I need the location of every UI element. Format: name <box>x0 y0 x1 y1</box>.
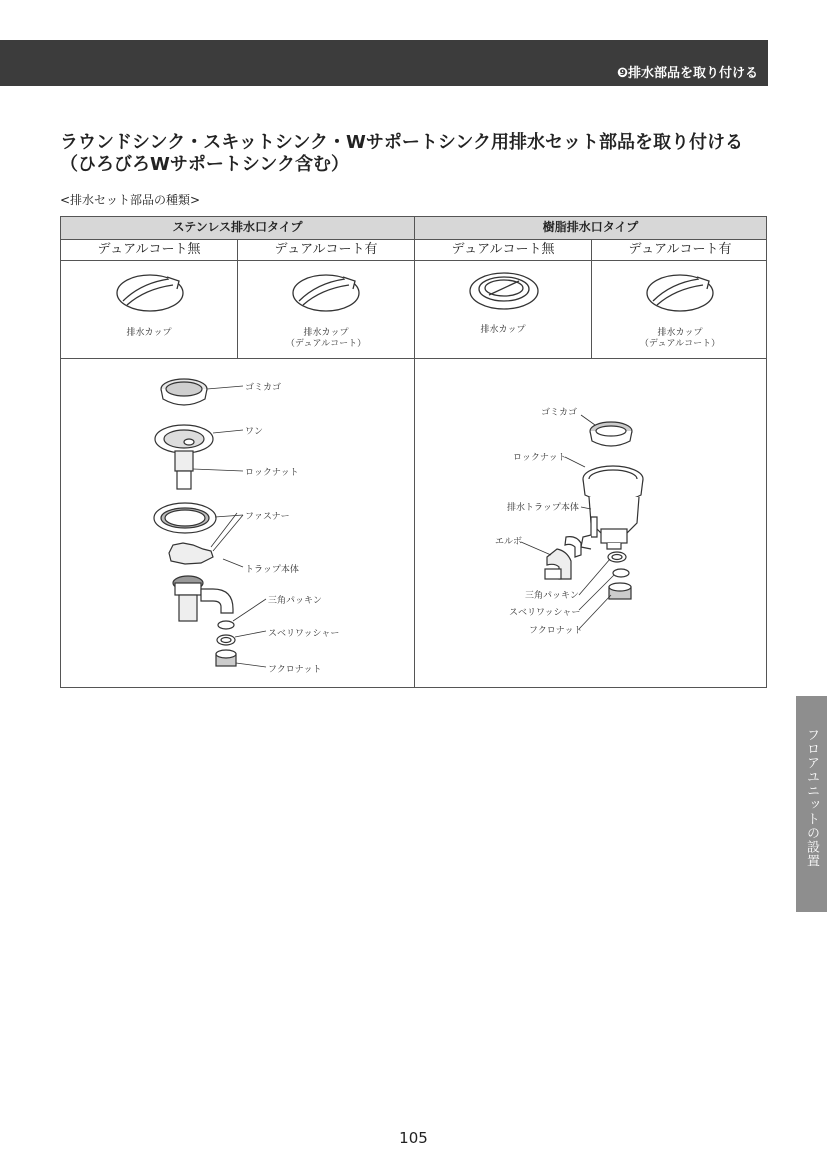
col-header-3: デュアルコート無 <box>451 242 555 257</box>
part-label: フクロナット <box>268 665 322 675</box>
parts-table <box>60 216 767 688</box>
part-label: ワン <box>245 427 264 437</box>
cup-caption-3: 排水カップ <box>480 325 526 335</box>
header-title: ❾排水部品を取り付ける <box>616 66 758 81</box>
header-bar <box>0 40 768 86</box>
side-tab-label: フロアユニットの設置 <box>804 728 819 868</box>
part-label: スベリワッシャー <box>509 608 581 618</box>
part-label: ロックナット <box>513 453 567 463</box>
part-label: エルボ <box>495 537 523 547</box>
part-label: ゴミカゴ <box>541 408 578 418</box>
section-subtitle: <排水セット部品の種類> <box>60 193 201 207</box>
part-label: ゴミカゴ <box>245 383 282 393</box>
cup-caption-4: 排水カップ （デュアルコート） <box>639 328 721 349</box>
page-number: 105 <box>399 1129 428 1147</box>
page-title-line1: ラウンドシンク・スキットシンク・Wサポートシンク用排水セット部品を取り付ける <box>60 132 744 153</box>
col-header-2: デュアルコート有 <box>274 242 378 257</box>
part-label: スベリワッシャー <box>268 629 340 639</box>
group-header-stainless: ステンレス排水口タイプ <box>61 217 414 239</box>
part-label: 三角パッキン <box>525 591 579 601</box>
cup-caption-2: 排水カップ （デュアルコート） <box>285 328 367 349</box>
page-title-line2: （ひろびろWサポートシンク含む） <box>60 154 350 175</box>
part-label: ファスナー <box>245 512 290 522</box>
resin-drain-exploded-illustration <box>61 217 766 687</box>
cup-caption-1: 排水カップ <box>126 328 172 338</box>
part-label: 三角パッキン <box>268 596 322 606</box>
col-header-4: デュアルコート有 <box>628 242 732 257</box>
side-tab <box>796 696 827 912</box>
part-label: フクロナット <box>529 626 583 636</box>
part-label: トラップ本体 <box>245 565 299 575</box>
group-header-resin: 樹脂排水口タイプ <box>415 217 766 239</box>
part-label: ロックナット <box>245 468 299 478</box>
part-label: 排水トラップ本体 <box>507 503 579 513</box>
page-title <box>60 132 760 176</box>
col-header-1: デュアルコート無 <box>97 242 201 257</box>
